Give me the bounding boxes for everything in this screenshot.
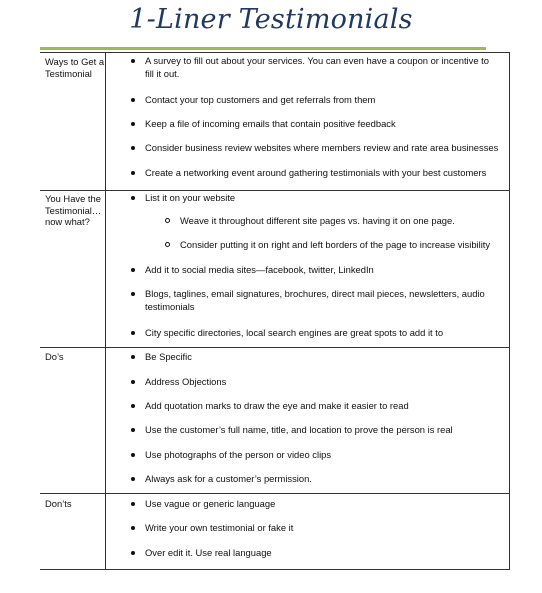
bullet-icon <box>131 428 135 432</box>
section-label-dos: Do’s <box>45 351 64 362</box>
bullet-icon <box>131 404 135 408</box>
section-label-now-what: You Have the Testimonial… now what? <box>45 193 102 227</box>
row-divider <box>40 190 510 191</box>
list-item: Always ask for a customer’s permission. <box>145 473 312 484</box>
row-divider <box>40 493 510 494</box>
list-item: A survey to fill out about your services. You can even have a coupon or incentive to fill it out. <box>145 55 489 79</box>
bullet-icon <box>131 98 135 102</box>
sub-list-item: Weave it throughout different site pages vs. having it on one page. <box>180 215 455 226</box>
title-underline <box>40 47 486 50</box>
list-item: List it on your website <box>145 192 236 203</box>
list-item: Contact your top customers and get referrals from them <box>145 94 376 105</box>
bullet-icon <box>131 122 135 126</box>
section-label-donts: Don’ts <box>45 498 72 509</box>
section-label-ways: Ways to Get a Testimonial <box>45 56 105 79</box>
bullet-icon <box>131 146 135 150</box>
list-item: Use the customer’s full name, title, and location to prove the person is real <box>145 424 453 435</box>
bullet-icon <box>131 380 135 384</box>
list-item: Keep a file of incoming emails that contain positive feedback <box>145 118 396 129</box>
bullet-icon <box>131 453 135 457</box>
list-item: Create a networking event around gathering testimonials with your best customers <box>145 167 487 178</box>
list-item: Add quotation marks to draw the eye and make it easier to read <box>145 400 409 411</box>
sub-bullet-icon <box>165 242 170 247</box>
list-item: Consider business review websites where members review and rate area businesses <box>145 142 499 153</box>
bullet-icon <box>131 292 135 296</box>
bullet-icon <box>131 355 135 359</box>
list-item: Use vague or generic language <box>145 498 276 509</box>
list-item: Address Objections <box>145 376 227 387</box>
bullet-icon <box>131 59 135 63</box>
bullet-icon <box>131 171 135 175</box>
list-item: Use photographs of the person or video clips <box>145 449 332 460</box>
row-divider <box>40 347 510 348</box>
bullet-icon <box>131 526 135 530</box>
sub-list-item: Consider putting it on right and left borders of the page to increase visibility <box>180 239 491 250</box>
list-item: Blogs, taglines, email signatures, brochures, direct mail pieces, newsletters, audio testimonials <box>145 288 485 312</box>
list-item: Over edit it. Use real language <box>145 547 272 558</box>
bullet-icon <box>131 331 135 335</box>
list-item: Be Specific <box>145 351 192 362</box>
bullet-icon <box>131 502 135 506</box>
document-title: 1-Liner Testimonials <box>129 4 413 35</box>
bullet-icon <box>131 477 135 481</box>
sub-bullet-icon <box>165 218 170 223</box>
list-item: City specific directories, local search engines are great spots to add it to <box>145 327 444 338</box>
list-item: Add it to social media sites—facebook, twitter, LinkedIn <box>145 264 374 275</box>
bullet-icon <box>131 268 135 272</box>
list-item: Write your own testimonial or fake it <box>145 522 294 533</box>
bullet-icon <box>131 551 135 555</box>
bullet-icon <box>131 196 135 200</box>
